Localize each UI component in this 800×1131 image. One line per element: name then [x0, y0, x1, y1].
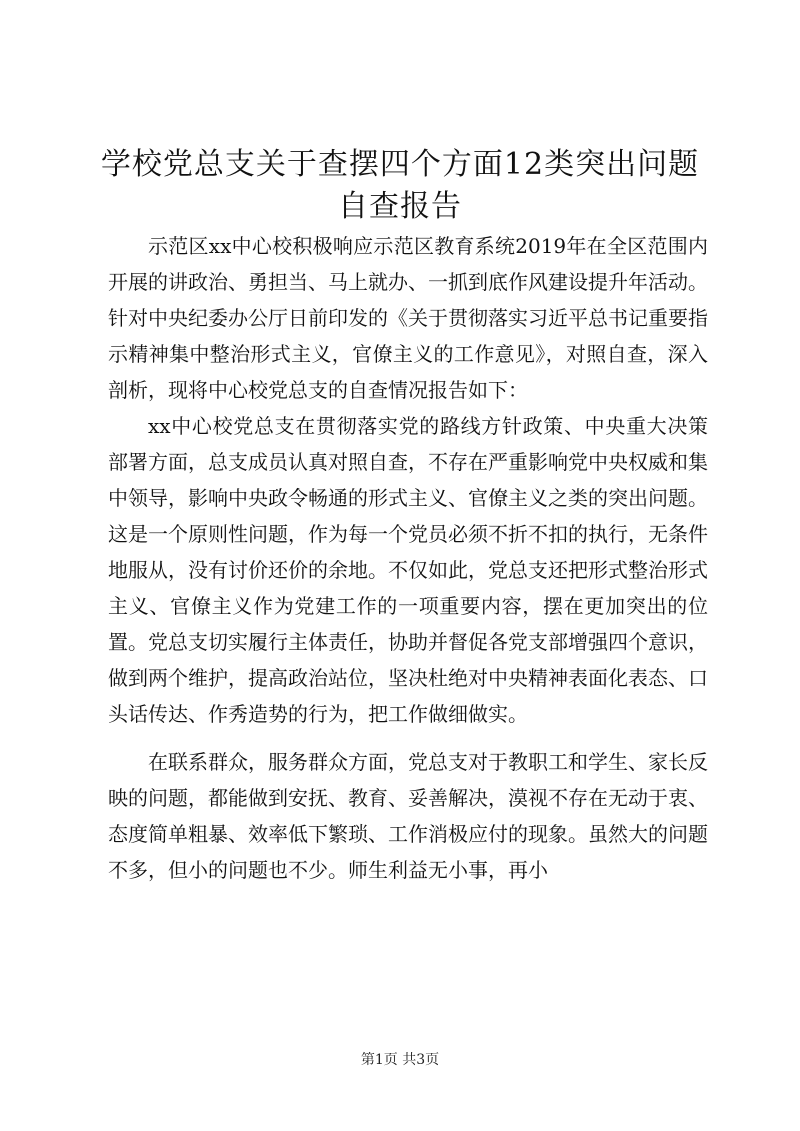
- document-body: [108, 228, 708, 888]
- paragraph-policy: xx中心校党总支在贯彻落实党的路线方针政策、中央重大决策部署方面，总支成员认真对照自查，不存在严重影响党中央权威和集中领导，影响中央政令畅通的形式主义、官僚主义之类的突出问题。这是一个原则性问题，作为每一个党员必须不折不扣的执行，无条件地服从，没有讨价还价的余地。不仅如此，党总支还把形式整治形式主义、官僚主义作为党建工作的一项重要内容，摆在更加突出的位置。党总支切实履行主体责任，协助并督促各党支部增强四个意识，做到两个维护，提高政治站位，坚决杜绝对中央精神表面化表态、口头话传达、作秀造势的行为，把工作做细做实。: [108, 414, 708, 726]
- paragraph-intro: 示范区xx中心校积极响应示范区教育系统2019年在全区范围内开展的讲政治、勇担当、马上就办、一抓到底作风建设提升年活动。针对中央纪委办公厅日前印发的《关于贯彻落实习近平总书记重要指示精神集中整治形式主义，官僚主义的工作意见》，对照自查，深入剖析，现将中心校党总支的自查情况报告如下：: [108, 234, 708, 402]
- document-title-line-2: 自查报告: [338, 189, 462, 224]
- paragraph-masses: 在联系群众，服务群众方面，党总支对于教职工和学生、家长反映的问题，都能做到安抚、教育、妥善解决，漠视不存在无动于衷、态度简单粗暴、效率低下繁琐、工作消极应付的现象。虽然大的问题不多，但小的问题也不少。师生利益无小事，再小: [108, 750, 708, 882]
- document-title-line-1: 学校党总支关于查摆四个方面12类突出问题: [100, 147, 700, 182]
- page-indicator: 第1页 共3页: [360, 1052, 440, 1068]
